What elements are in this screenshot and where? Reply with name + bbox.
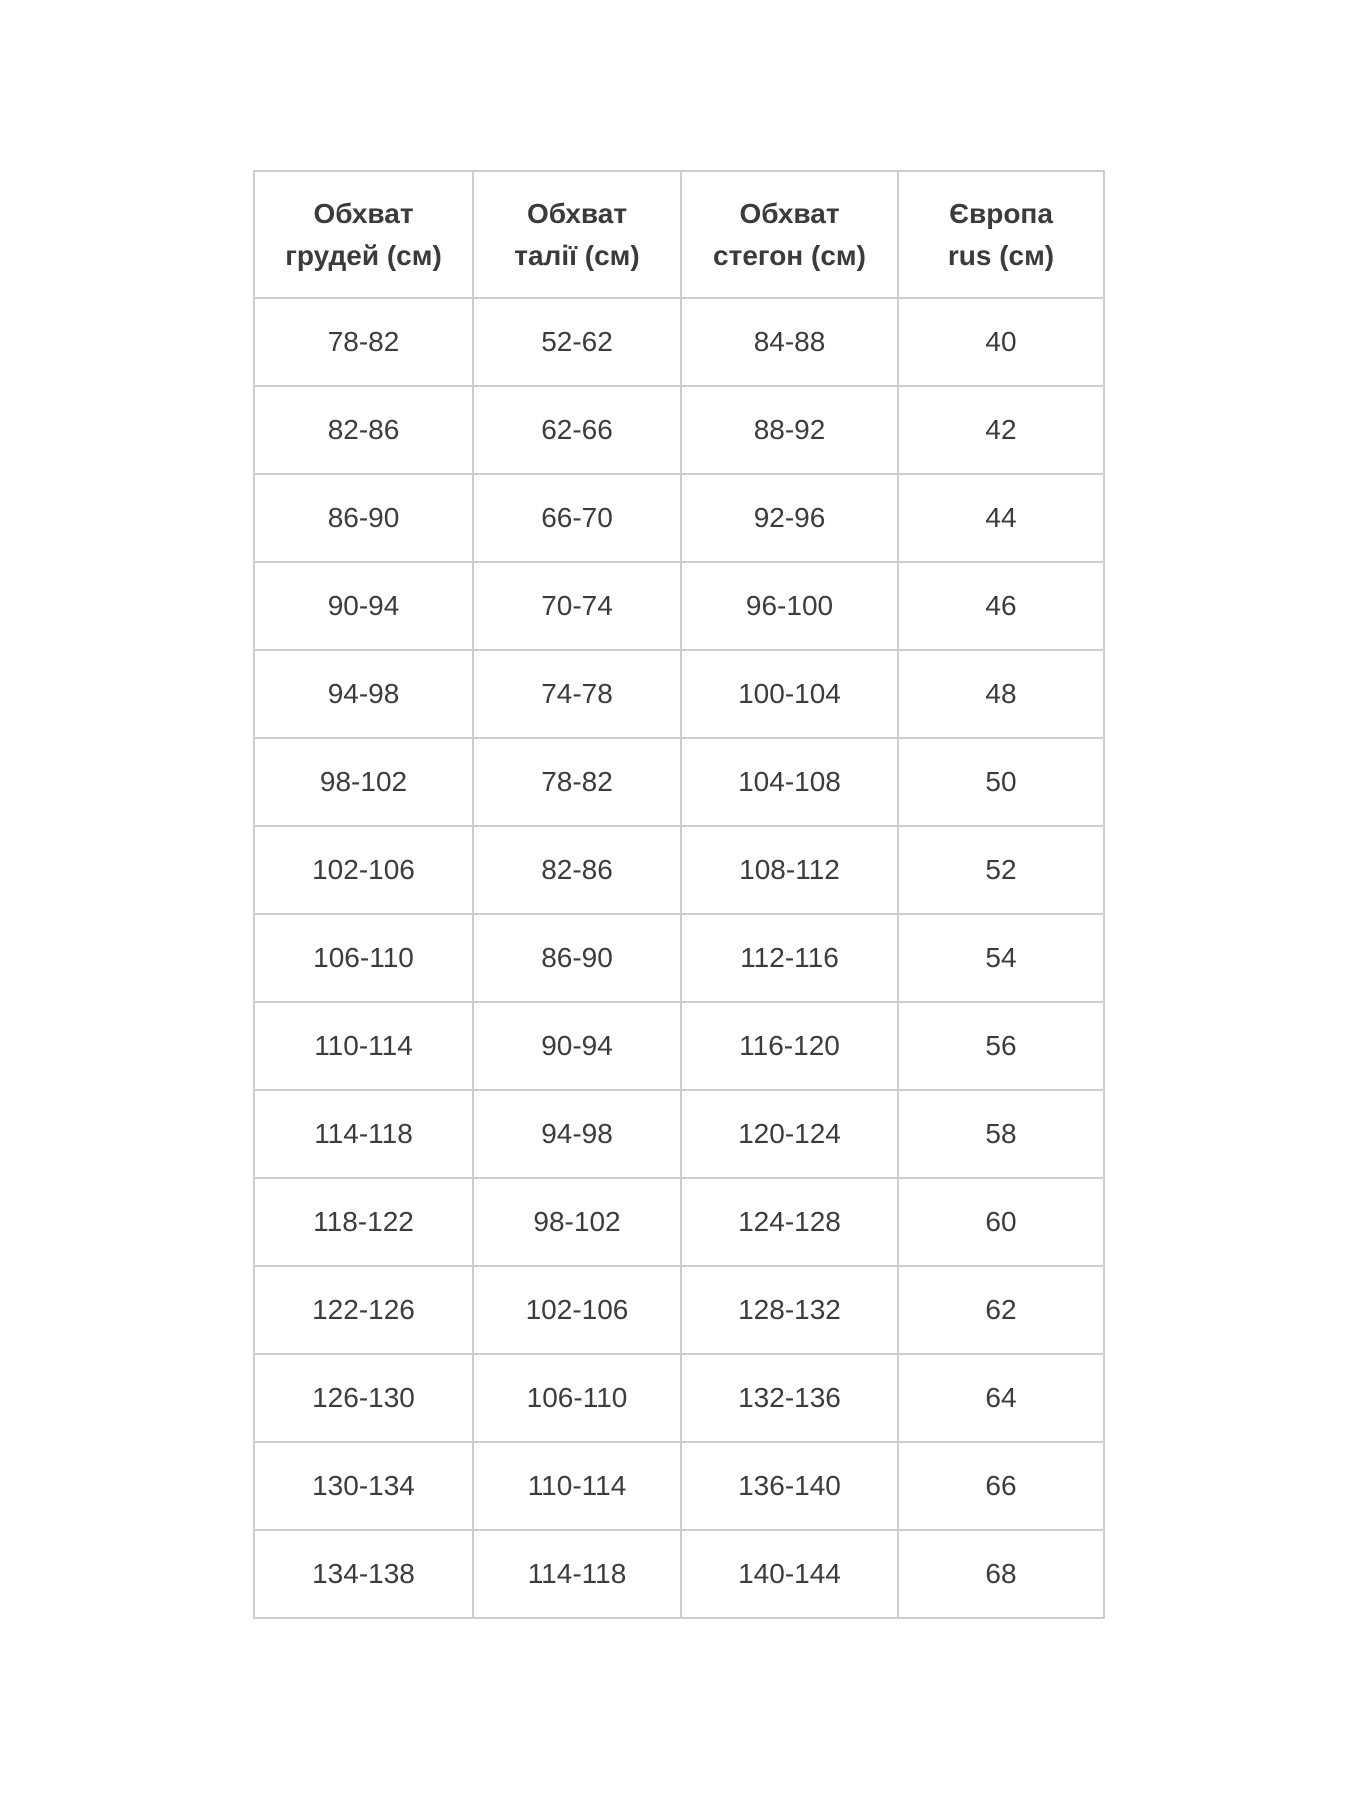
table-cell: 108-112 [681, 826, 898, 914]
table-row [254, 738, 1104, 826]
table-cell: 66 [898, 1442, 1104, 1530]
table-cell: 122-126 [254, 1266, 473, 1354]
size-chart-body [254, 298, 1104, 1618]
table-cell: 58 [898, 1090, 1104, 1178]
table-cell: 106-110 [473, 1354, 681, 1442]
size-chart-container [253, 170, 1105, 1619]
table-cell: 40 [898, 298, 1104, 386]
table-cell: 98-102 [473, 1178, 681, 1266]
table-cell: 126-130 [254, 1354, 473, 1442]
table-cell: 82-86 [254, 386, 473, 474]
header-row [254, 171, 1104, 298]
table-row [254, 1354, 1104, 1442]
table-row [254, 650, 1104, 738]
table-cell: 102-106 [473, 1266, 681, 1354]
table-row [254, 474, 1104, 562]
header-hips [681, 171, 898, 298]
header-europe-size-line1: Європа [949, 197, 1053, 229]
table-cell: 96-100 [681, 562, 898, 650]
table-cell: 66-70 [473, 474, 681, 562]
table-cell: 42 [898, 386, 1104, 474]
table-cell: 78-82 [473, 738, 681, 826]
table-row [254, 1266, 1104, 1354]
table-row [254, 1090, 1104, 1178]
table-cell: 112-116 [681, 914, 898, 1002]
table-cell: 124-128 [681, 1178, 898, 1266]
table-row [254, 386, 1104, 474]
table-cell: 134-138 [254, 1530, 473, 1618]
table-cell: 70-74 [473, 562, 681, 650]
table-row [254, 914, 1104, 1002]
table-cell: 94-98 [254, 650, 473, 738]
table-cell: 56 [898, 1002, 1104, 1090]
table-cell: 114-118 [254, 1090, 473, 1178]
header-europe-size [898, 171, 1104, 298]
table-cell: 82-86 [473, 826, 681, 914]
size-chart-header [254, 171, 1104, 298]
header-chest-line2: грудей (см) [285, 239, 442, 271]
table-row [254, 298, 1104, 386]
table-cell: 52 [898, 826, 1104, 914]
table-cell: 62-66 [473, 386, 681, 474]
table-cell: 88-92 [681, 386, 898, 474]
table-row [254, 1178, 1104, 1266]
table-row [254, 1002, 1104, 1090]
header-waist [473, 171, 681, 298]
table-cell: 68 [898, 1530, 1104, 1618]
table-cell: 60 [898, 1178, 1104, 1266]
table-cell: 128-132 [681, 1266, 898, 1354]
header-chest-line1: Обхват [313, 197, 414, 229]
table-cell: 120-124 [681, 1090, 898, 1178]
table-cell: 46 [898, 562, 1104, 650]
header-hips-line1: Обхват [739, 197, 840, 229]
header-hips-line2: стегон (см) [713, 239, 866, 271]
table-cell: 116-120 [681, 1002, 898, 1090]
header-europe-size-line2: rus (см) [947, 239, 1055, 271]
header-waist-line1: Обхват [526, 197, 628, 229]
table-cell: 64 [898, 1354, 1104, 1442]
table-cell: 114-118 [473, 1530, 681, 1618]
header-waist-line2: талії (см) [514, 239, 640, 271]
table-cell: 102-106 [254, 826, 473, 914]
table-cell: 132-136 [681, 1354, 898, 1442]
table-cell: 106-110 [254, 914, 473, 1002]
table-cell: 86-90 [254, 474, 473, 562]
table-cell: 104-108 [681, 738, 898, 826]
table-cell: 54 [898, 914, 1104, 1002]
size-chart-table [253, 170, 1105, 1619]
table-cell: 118-122 [254, 1178, 473, 1266]
table-cell: 98-102 [254, 738, 473, 826]
table-cell: 92-96 [681, 474, 898, 562]
table-cell: 100-104 [681, 650, 898, 738]
table-cell: 90-94 [473, 1002, 681, 1090]
table-cell: 44 [898, 474, 1104, 562]
table-cell: 130-134 [254, 1442, 473, 1530]
table-row [254, 826, 1104, 914]
table-cell: 62 [898, 1266, 1104, 1354]
table-cell: 48 [898, 650, 1104, 738]
table-cell: 50 [898, 738, 1104, 826]
table-cell: 136-140 [681, 1442, 898, 1530]
table-cell: 74-78 [473, 650, 681, 738]
table-row [254, 562, 1104, 650]
table-row [254, 1530, 1104, 1618]
table-cell: 110-114 [254, 1002, 473, 1090]
table-cell: 140-144 [681, 1530, 898, 1618]
table-cell: 78-82 [254, 298, 473, 386]
table-cell: 90-94 [254, 562, 473, 650]
table-cell: 52-62 [473, 298, 681, 386]
table-cell: 110-114 [473, 1442, 681, 1530]
header-chest [254, 171, 473, 298]
table-row [254, 1442, 1104, 1530]
table-cell: 86-90 [473, 914, 681, 1002]
table-cell: 84-88 [681, 298, 898, 386]
table-cell: 94-98 [473, 1090, 681, 1178]
